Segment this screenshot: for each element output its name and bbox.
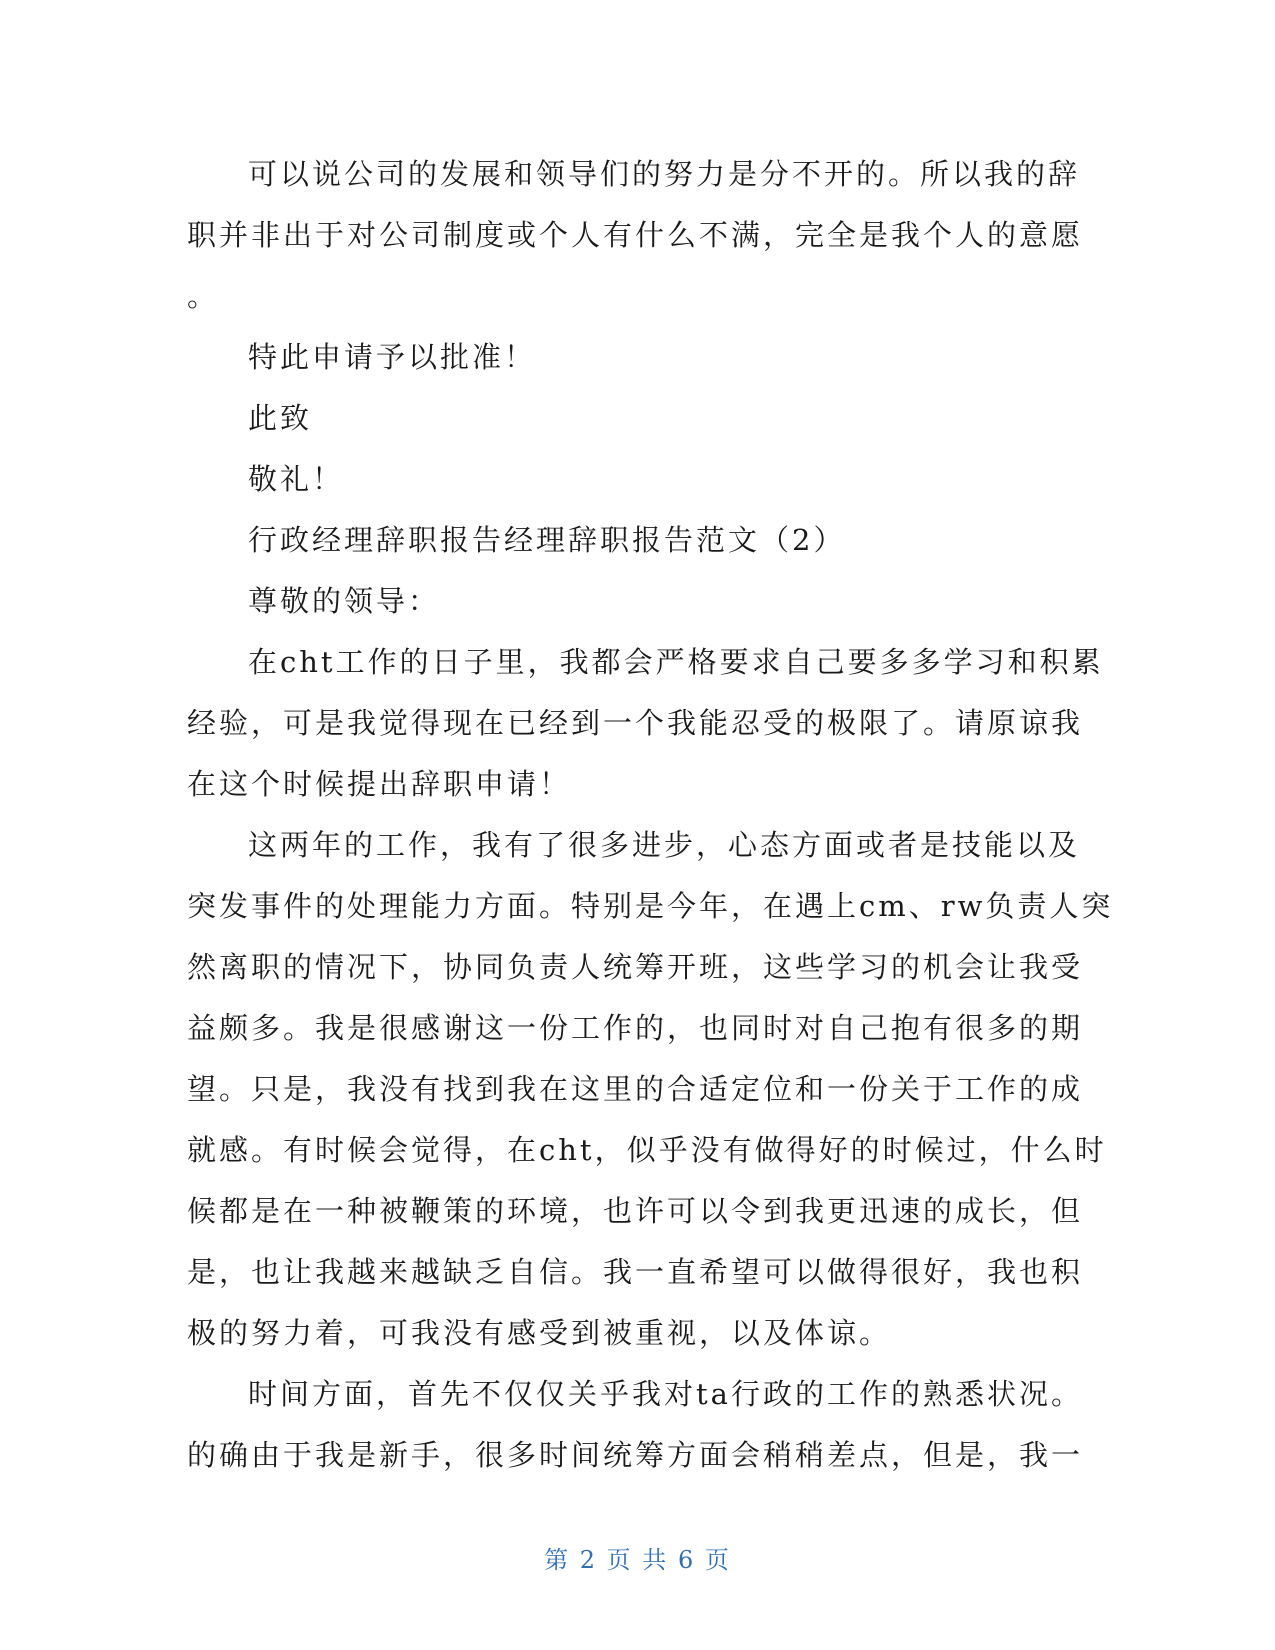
closing-request-line: 特此申请予以批准！	[248, 340, 537, 374]
greeting-line: 尊敬的领导：	[248, 584, 441, 618]
paragraph-line: 是，也让我越来越缺乏自信。我一直希望可以做得很好，我也积	[187, 1255, 1084, 1289]
paragraph-line: 在这个时候提出辞职申请！	[187, 767, 572, 801]
paragraph-line: 就感。有时候会觉得，在cht，似乎没有做得好的时候过，什么时	[187, 1133, 1107, 1167]
paragraph-line: 的确由于我是新手，很多时间统筹方面会稍稍差点，但是，我一	[187, 1438, 1084, 1472]
paragraph-line: 可以说公司的发展和领导们的努力是分不开的。所以我的辞	[248, 157, 1081, 191]
page-footer	[0, 1540, 1275, 1575]
salutation-line: 此致	[248, 401, 313, 435]
paragraph-line: 。	[187, 279, 220, 313]
document-body	[187, 144, 1114, 1486]
paragraph-line: 突发事件的处理能力方面。特别是今年，在遇上cm、rw负责人突	[187, 889, 1114, 923]
paragraph-line: 职并非出于对公司制度或个人有什么不满，完全是我个人的意愿	[187, 218, 1084, 252]
paragraph-line: 经验，可是我觉得现在已经到一个我能忍受的极限了。请原谅我	[187, 706, 1084, 740]
paragraph-line: 极的努力着，可我没有感受到被重视，以及体谅。	[187, 1316, 892, 1350]
paragraph-line: 时间方面，首先不仅仅关乎我对ta行政的工作的熟悉状况。	[248, 1377, 1083, 1411]
page-number: 第 2 页 共 6 页	[544, 1546, 731, 1574]
paragraph-line: 候都是在一种被鞭策的环境，也许可以令到我更迅速的成长，但	[187, 1194, 1084, 1228]
paragraph-line: 益颇多。我是很感谢这一份工作的，也同时对自己抱有很多的期	[187, 1011, 1084, 1045]
paragraph-line: 这两年的工作，我有了很多进步，心态方面或者是技能以及	[248, 828, 1081, 862]
paragraph-line: 然离职的情况下，协同负责人统筹开班，这些学习的机会让我受	[187, 950, 1084, 984]
section-heading: 行政经理辞职报告经理辞职报告范文（2）	[248, 523, 846, 557]
salutation-line: 敬礼！	[248, 462, 345, 496]
paragraph-line: 在cht工作的日子里，我都会严格要求自己要多多学习和积累	[248, 645, 1104, 679]
paragraph-line: 望。只是，我没有找到我在这里的合适定位和一份关于工作的成	[187, 1072, 1084, 1106]
